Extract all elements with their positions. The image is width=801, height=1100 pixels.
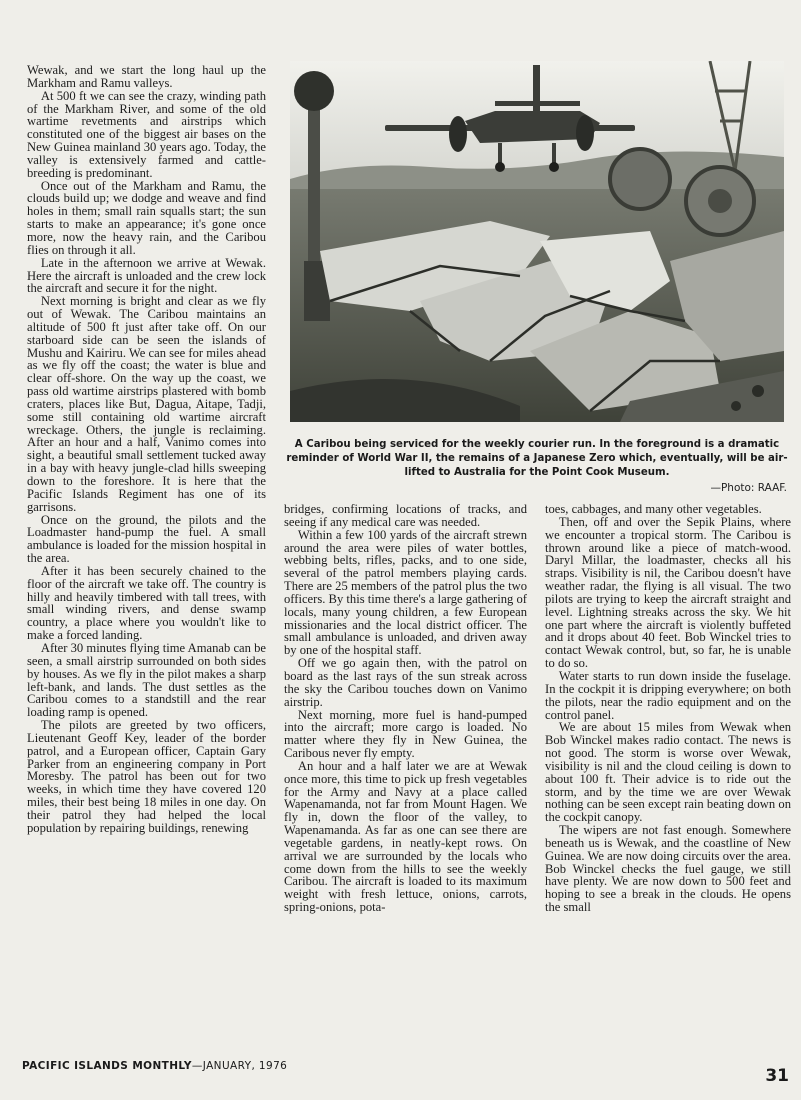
article-paragraph: Once out of the Markham and Ramu, the clouds build up; we dodge and weave and find holes in them; small rain squalls start; the sun starts to make an appearance; it's gone once more, now the heavy rain, and the Caribou flies on through it all. [27, 178, 266, 257]
article-paragraph: An hour and a half later we are at Wewak once more, this time to pick up fresh vegetables for the Army and Navy at a place called Wapenamanda, not far from Mount Hagen. We fly in, down the floor of the valley, to Wapenamanda. As far as one can see there are vegetable gardens, in neatly-kept rows. On arrival we are surrounded by the locals who come down from the hills to see the weekly Caribou. The aircraft is loaded to its maximum weight with fresh lettuce, onions, carrots, spring-onions, pota- [284, 758, 527, 915]
article-paragraph: toes, cabbages, and many other vegetables. [545, 502, 762, 516]
footer-publication [22, 1060, 287, 1072]
article-paragraph: Water starts to run down inside the fuselage. In the cockpit it is dripping everywhere; on both the pilots, near the radio equipment and on the control panel. [545, 668, 791, 722]
page-number: 31 [765, 1066, 789, 1086]
article-paragraph: bridges, confirming locations of tracks, and seeing if any medical care was needed. [284, 502, 527, 529]
article-paragraph: We are about 15 miles from Wewak when Bob Winckel makes radio contact. The news is not good. The storm is worse over Wewak, visibility is nil and the cloud ceiling is down to about 100 ft. Their advice is to ride out the storm, and by the time we are over Wewak nothing can be seen except rain beating down on the cockpit canopy. [545, 720, 791, 825]
caribou-and-zero-wreck-photo [290, 61, 784, 422]
article-column-middle [284, 503, 527, 914]
article-paragraph: At 500 ft we can see the crazy, winding path of the Markham River, and some of the old wartime revetments and airstrips which constituted one of the biggest air bases on the New Guinea mainland 30 years ago. Today, the valley is extensively farmed and cattle-breeding is predominant. [27, 88, 266, 180]
article-paragraph: After 30 minutes flying time Amanab can be seen, a small airstrip surrounded on both sides by houses. As we fly in the pilot makes a sharp left-bank, and lands. The dust settles as the Caribou comes to a standstill and the rear loading ramp is opened. [27, 640, 266, 720]
article-paragraph: Late in the afternoon we arrive at Wewak. Here the aircraft is unloaded and the crew lock the aircraft and secure it for the night. [27, 255, 266, 296]
article-paragraph: Then, off and over the Sepik Plains, where we encounter a tropical storm. The Caribou is thrown around like a piece of match-wood. Daryl Millar, the loadmaster, checks all his straps. Visibility is nil, the Caribou doesn't have weather radar, the flying is all visual. The two pilots are trying to keep the aircraft straight and level. Lightning streaks across the sky. We hit one part where the aircraft is violently buffeted and it drops about 40 feet. Bob Winckel tries to contact Wewak control, but, so far, he is unable to do so. [545, 514, 791, 671]
article-paragraph: After it has been securely chained to the floor of the aircraft we take off. The country is hilly and heavily timbered with tall trees, with small winding rivers, and dense swamp country, a place where you wouldn't like to make a forced landing. [27, 563, 266, 643]
article-paragraph: Off we go again then, with the patrol on board as the last rays of the sun streak across the sky the Caribou touches down on Vanimo airstrip. [284, 656, 527, 709]
publication-name: PACIFIC ISLANDS MONTHLY [22, 1060, 192, 1072]
photo-caption: A Caribou being serviced for the weekly courier run. In the foreground is a dramatic reminder of World War II, the remains of a Japanese Zero which, eventually, will be air-lifted to Australia for the Point Cook Museum. [286, 439, 788, 478]
article-paragraph: The wipers are not fast enough. Somewhere beneath us is Wewak, and the coastline of New Guinea. We are now doing circuits over the area. Bob Winckel checks the fuel gauge, we still have plenty. We are now down to 500 feet and hoping to see a break in the clouds. He opens the small [545, 823, 791, 915]
article-photo [290, 61, 784, 422]
article-paragraph: Next morning is bright and clear as we fly out of Wewak. The Caribou maintains an altitude of 500 ft just after take off. On our starboard side can be seen the islands of Mushu and Kairiru. We can see for miles ahead as we fly off the coast; the water is blue and clear off-shore. On the way up the coast, we pass old wartime airstrips plastered with bomb craters, places like But, Dagua, Aitape, Tadji, some still containing old wartime aircraft wreckage. Others, the jungle is reclaiming. After an hour and a half, Vanimo comes into sight, a beautiful small settlement tucked away in a bay with heavy jungle-clad hills sweeping down to the foreshore. It is here that the Pacific Islands Regiment has one of its garrisons. [27, 294, 267, 514]
article-column-left [27, 64, 266, 835]
article-paragraph: The pilots are greeted by two officers, Lieutenant Geoff Key, leader of the border patrol, and a European officer, Captain Gary Parker from an engineering company in Port Moresby. The patrol has been out for two weeks, in which time they have covered 120 miles, their best being 18 miles in one day. On their patrol they had helped the local population by repairing buildings, renewing [27, 718, 266, 835]
photo-credit: —Photo: RAAF. [710, 482, 787, 494]
article-column-right [545, 503, 791, 914]
article-paragraph: Next morning, more fuel is hand-pumped into the aircraft; more cargo is loaded. No matter where they fly in New Guinea, the Caribous never fly empty. [284, 707, 527, 761]
issue-date: —JANUARY, 1976 [191, 1060, 288, 1072]
article-paragraph: Wewak, and we start the long haul up the Markham and Ramu valleys. [27, 63, 266, 90]
article-paragraph: Once on the ground, the pilots and the Loadmaster hand-pump the fuel. A small ambulance is loaded for the mission hospital in the area. [27, 512, 266, 566]
article-paragraph: Within a few 100 yards of the aircraft strewn around the area were piles of water bottles, webbing belts, rifles, packs, and to one side, several of the patrol members playing cards. There are 25 members of the patrol plus the two officers. By this time there's a large gathering of locals, many young children, a few European missionaries and the local district officer. The small ambulance is unloaded, and driven away by one of the hospital staff. [284, 527, 527, 658]
